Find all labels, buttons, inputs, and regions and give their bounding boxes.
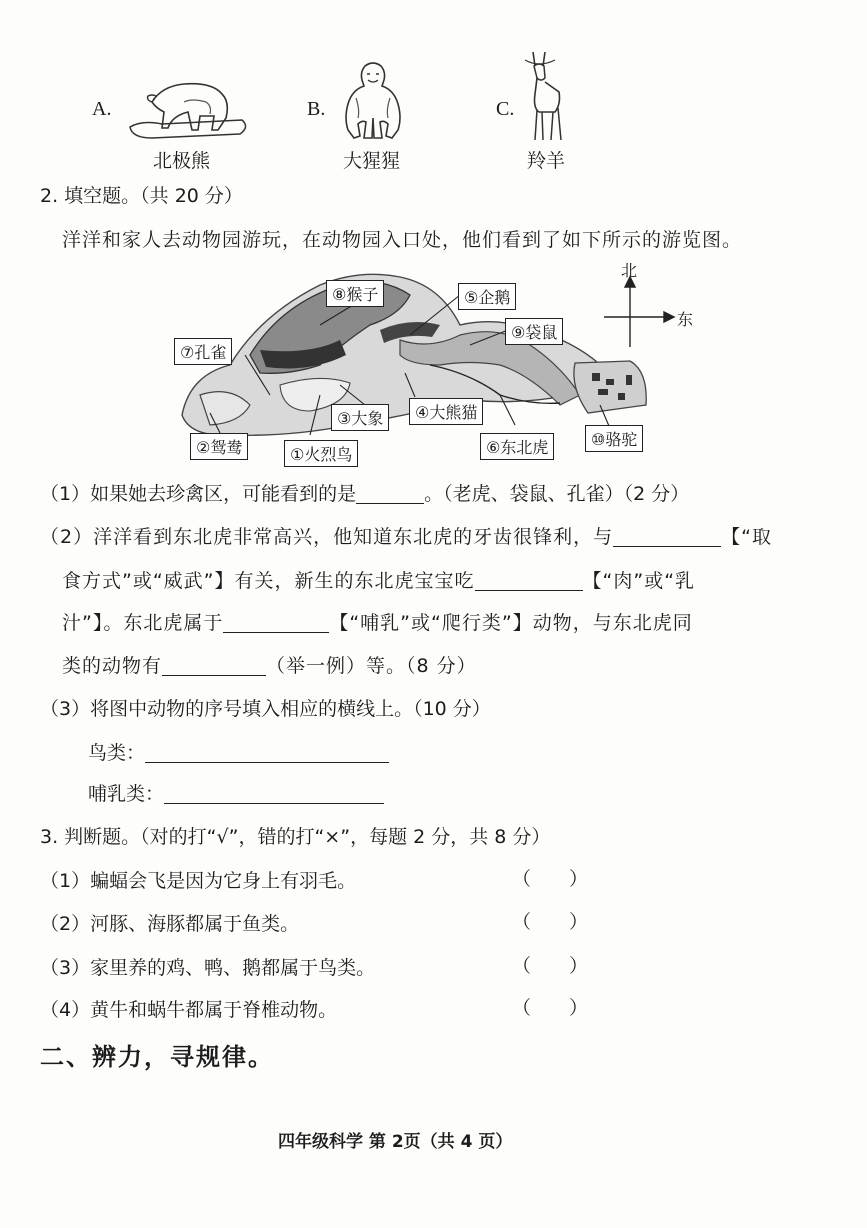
q2-p2-blank-2[interactable] — [475, 570, 583, 591]
birds-answer-line[interactable] — [145, 742, 389, 763]
q2-p2-blank-3[interactable] — [223, 612, 329, 633]
q3-item-3: （3）家里养的鸡、鸭、鹅都属于鸟类。 — [40, 957, 376, 979]
mammals-answer-line[interactable] — [164, 783, 384, 804]
option-a-name: 北极熊 — [153, 150, 211, 172]
q2-p2-blank-1[interactable] — [613, 526, 721, 547]
section-2-heading: 二、辨力，寻规律。 — [40, 1043, 274, 1071]
map-label-kangaroo: ⑨袋鼠 — [505, 318, 563, 345]
polar-bear-icon — [122, 72, 252, 144]
q2-p2-line2: 食方式”或“威武”】有关，新生的东北虎宝宝吃 【“肉”或“乳 — [62, 570, 696, 592]
q2-p3-mammals: 哺乳类： — [88, 781, 384, 807]
map-label-penguin: ⑤企鹅 — [458, 283, 516, 310]
map-label-peacock: ⑦孔雀 — [174, 338, 232, 365]
q3-item-1: （1）蝙蝠会飞是因为它身上有羽毛。 — [40, 870, 357, 892]
map-label-panda: ④大熊猫 — [409, 398, 483, 425]
map-label-flamingo: ①火烈鸟 — [284, 440, 358, 467]
q3-item-3-answer[interactable]: （ ） — [512, 955, 589, 977]
compass-east: 东 — [677, 310, 694, 329]
map-label-camel: ⑩骆驼 — [585, 425, 643, 452]
map-label-tiger: ⑥东北虎 — [480, 433, 554, 460]
q2-p2-line3: 汁”】。东北虎属于 【“哺乳”或“爬行类”】动物，与东北虎同 — [62, 612, 693, 634]
q2-p1: （1）如果她去珍禽区，可能看到的是 。（老虎、袋鼠、孔雀）（2 分） — [40, 483, 690, 505]
q3-item-1-answer[interactable]: （ ） — [512, 868, 589, 890]
q3-item-4: （4）黄牛和蜗牛都属于脊椎动物。 — [40, 999, 338, 1021]
option-a-letter: A. — [92, 98, 112, 120]
q2-p1-blank[interactable] — [356, 483, 424, 504]
gorilla-icon — [338, 58, 408, 142]
compass-north: 北 — [621, 261, 638, 280]
map-label-mandarin-duck: ②鸳鸯 — [190, 433, 248, 460]
q2-p3-birds: 鸟类： — [88, 740, 389, 766]
q2-p2-blank-4[interactable] — [162, 655, 266, 676]
option-c-name: 羚羊 — [527, 150, 566, 172]
q3-item-2: （2）河豚、海豚都属于鱼类。 — [40, 913, 300, 935]
option-b-name: 大猩猩 — [343, 150, 401, 172]
option-c-letter: C. — [496, 98, 515, 120]
q2-title: 2. 填空题。（共 20 分） — [40, 185, 243, 207]
q3-item-4-answer[interactable]: （ ） — [512, 997, 589, 1019]
page-footer: 四年级科学 第 2页（共 4 页） — [278, 1132, 513, 1152]
q3-item-2-answer[interactable]: （ ） — [512, 911, 589, 933]
compass-icon — [604, 277, 674, 347]
q2-p2-line1: （2）洋洋看到东北虎非常高兴，他知道东北虎的牙齿很锋利，与 【“取 — [40, 526, 772, 548]
q2-p3: （3）将图中动物的序号填入相应的横线上。（10 分） — [40, 698, 491, 720]
map-label-monkey: ⑧猴子 — [326, 280, 384, 307]
antelope-icon — [515, 48, 569, 144]
q2-intro: 洋洋和家人去动物园游玩，在动物园入口处，他们看到了如下所示的游览图。 — [62, 229, 743, 251]
map-label-elephant: ③大象 — [331, 404, 389, 431]
option-b-letter: B. — [307, 98, 326, 120]
q2-p2-line4: 类的动物有 （举一例）等。（8 分） — [62, 655, 477, 677]
q3-title: 3. 判断题。（对的打“√”，错的打“×”，每题 2 分，共 8 分） — [40, 826, 551, 848]
